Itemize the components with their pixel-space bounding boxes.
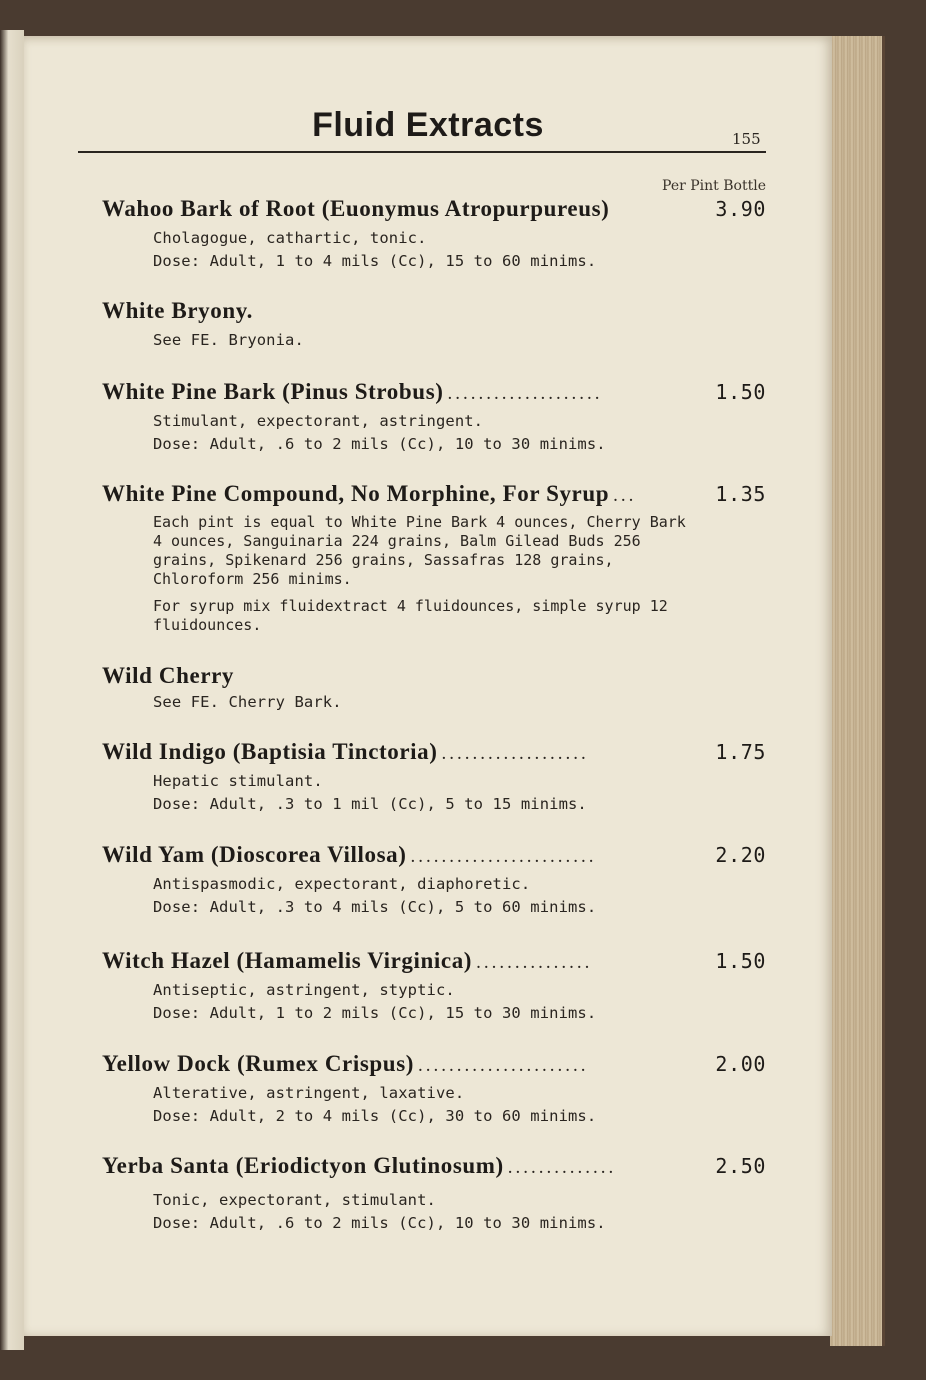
price-column-label: Per Pint Bottle <box>662 178 766 194</box>
list-item <box>102 379 766 456</box>
page-title: Fluid Extracts <box>312 106 544 144</box>
entry-name: Wild Cherry <box>102 663 235 688</box>
list-item <box>102 196 766 273</box>
entry-line: Dose: Adult, .3 to 1 mil (Cc), 5 to 15 minims. <box>153 795 587 813</box>
entry-line: Dose: Adult, .3 to 4 mils (Cc), 5 to 60 minims. <box>153 898 597 916</box>
dot-leader: .............. <box>507 1157 617 1178</box>
entry-line: Dose: Adult, .6 to 2 mils (Cc), 10 to 30 minims. <box>153 1214 606 1232</box>
entry-heading <box>102 196 766 222</box>
entry-line: Hepatic stimulant. <box>153 772 323 790</box>
entry-line: See FE. Bryonia. <box>153 331 304 349</box>
dot-leader: ... <box>613 485 637 506</box>
list-item <box>102 298 766 352</box>
entry-line: Alterative, astringent, laxative. <box>153 1084 465 1102</box>
entry-price: 2.00 <box>715 1052 766 1076</box>
entry-description <box>153 227 766 273</box>
entry-line: See FE. Cherry Bark. <box>153 693 342 711</box>
facing-page-edge <box>0 30 24 1350</box>
dot-leader: ........................ <box>410 846 597 867</box>
entry-heading <box>102 739 766 765</box>
list-item <box>102 842 766 919</box>
entry-name: White Bryony. <box>102 298 253 323</box>
page-number: 155 <box>732 130 761 148</box>
entry-line: Dose: Adult, 1 to 4 mils (Cc), 15 to 60 minims. <box>153 252 597 270</box>
entry-heading <box>102 663 766 689</box>
entry-heading <box>102 1153 766 1179</box>
entry-heading <box>102 298 766 324</box>
entry-description <box>153 770 766 816</box>
entry-line: Dose: Adult, .6 to 2 mils (Cc), 10 to 30 minims. <box>153 435 606 453</box>
entry-name: Yerba Santa (Eriodictyon Glutinosum) <box>102 1153 504 1178</box>
list-item <box>102 1051 766 1128</box>
dot-leader: .................... <box>447 383 603 404</box>
book-page-edges <box>830 36 885 1346</box>
entry-name: White Pine Compound, No Morphine, For Syrup <box>102 481 610 506</box>
entry-price: 1.50 <box>715 380 766 404</box>
entry-heading <box>102 481 766 507</box>
dot-leader: ...................... <box>418 1055 589 1076</box>
list-item <box>102 948 766 1025</box>
entry-heading <box>102 948 766 974</box>
entry-line: Cholagogue, cathartic, tonic. <box>153 229 427 247</box>
list-item <box>102 663 766 714</box>
entry-line: Dose: Adult, 1 to 2 mils (Cc), 15 to 30 minims. <box>153 1004 597 1022</box>
dot-leader: ............... <box>476 952 593 973</box>
entry-line: Tonic, expectorant, stimulant. <box>153 1191 436 1209</box>
entry-heading <box>102 1051 766 1077</box>
entry-name: White Pine Bark (Pinus Strobus) <box>102 379 444 404</box>
entry-name: Yellow Dock (Rumex Crispus) <box>102 1051 414 1076</box>
entry-description <box>153 1189 766 1235</box>
entry-paragraph: Each pint is equal to White Pine Bark 4 ounces, Cherry Bark 4 ounces, Sanguinaria 224 grains, Balm Gilead Buds 256 grains, Spikenard 256 grains, Sassafras 128 grains, Chloroform 256 minims. <box>153 513 686 588</box>
entry-price: 1.50 <box>715 949 766 973</box>
entry-name: Wild Indigo (Baptisia Tinctoria) <box>102 739 438 764</box>
entry-name: Witch Hazel (Hamamelis Virginica) <box>102 948 473 973</box>
entry-name: Wild Yam (Dioscorea Villosa) <box>102 842 407 867</box>
list-item <box>102 739 766 816</box>
entry-description <box>153 1082 766 1128</box>
entry-line: Stimulant, expectorant, astringent. <box>153 412 484 430</box>
entry-description <box>153 691 766 714</box>
entry-line: Antiseptic, astringent, styptic. <box>153 981 455 999</box>
entry-price: 2.20 <box>715 843 766 867</box>
entry-price: 3.90 <box>715 197 766 221</box>
entry-price: 1.35 <box>715 482 766 506</box>
entry-line: Antispasmodic, expectorant, diaphoretic. <box>153 875 531 893</box>
entry-name: Wahoo Bark of Root (Euonymus Atropurpureus) <box>102 196 610 221</box>
dot-leader: ................... <box>441 743 589 764</box>
entry-line: Dose: Adult, 2 to 4 mils (Cc), 30 to 60 minims. <box>153 1107 597 1125</box>
list-item <box>102 1153 766 1235</box>
list-item <box>102 481 766 635</box>
entry-paragraph: For syrup mix fluidextract 4 fluidounces, simple syrup 12 fluidounces. <box>153 597 668 634</box>
entry-price: 2.50 <box>715 1154 766 1178</box>
book-page <box>24 36 832 1336</box>
entry-description <box>153 329 766 352</box>
entry-description <box>153 410 766 456</box>
entry-heading <box>102 379 766 405</box>
entry-heading <box>102 842 766 868</box>
entry-price: 1.75 <box>715 740 766 764</box>
header-rule <box>78 151 766 153</box>
entry-description <box>153 873 766 919</box>
entry-description <box>153 979 766 1025</box>
